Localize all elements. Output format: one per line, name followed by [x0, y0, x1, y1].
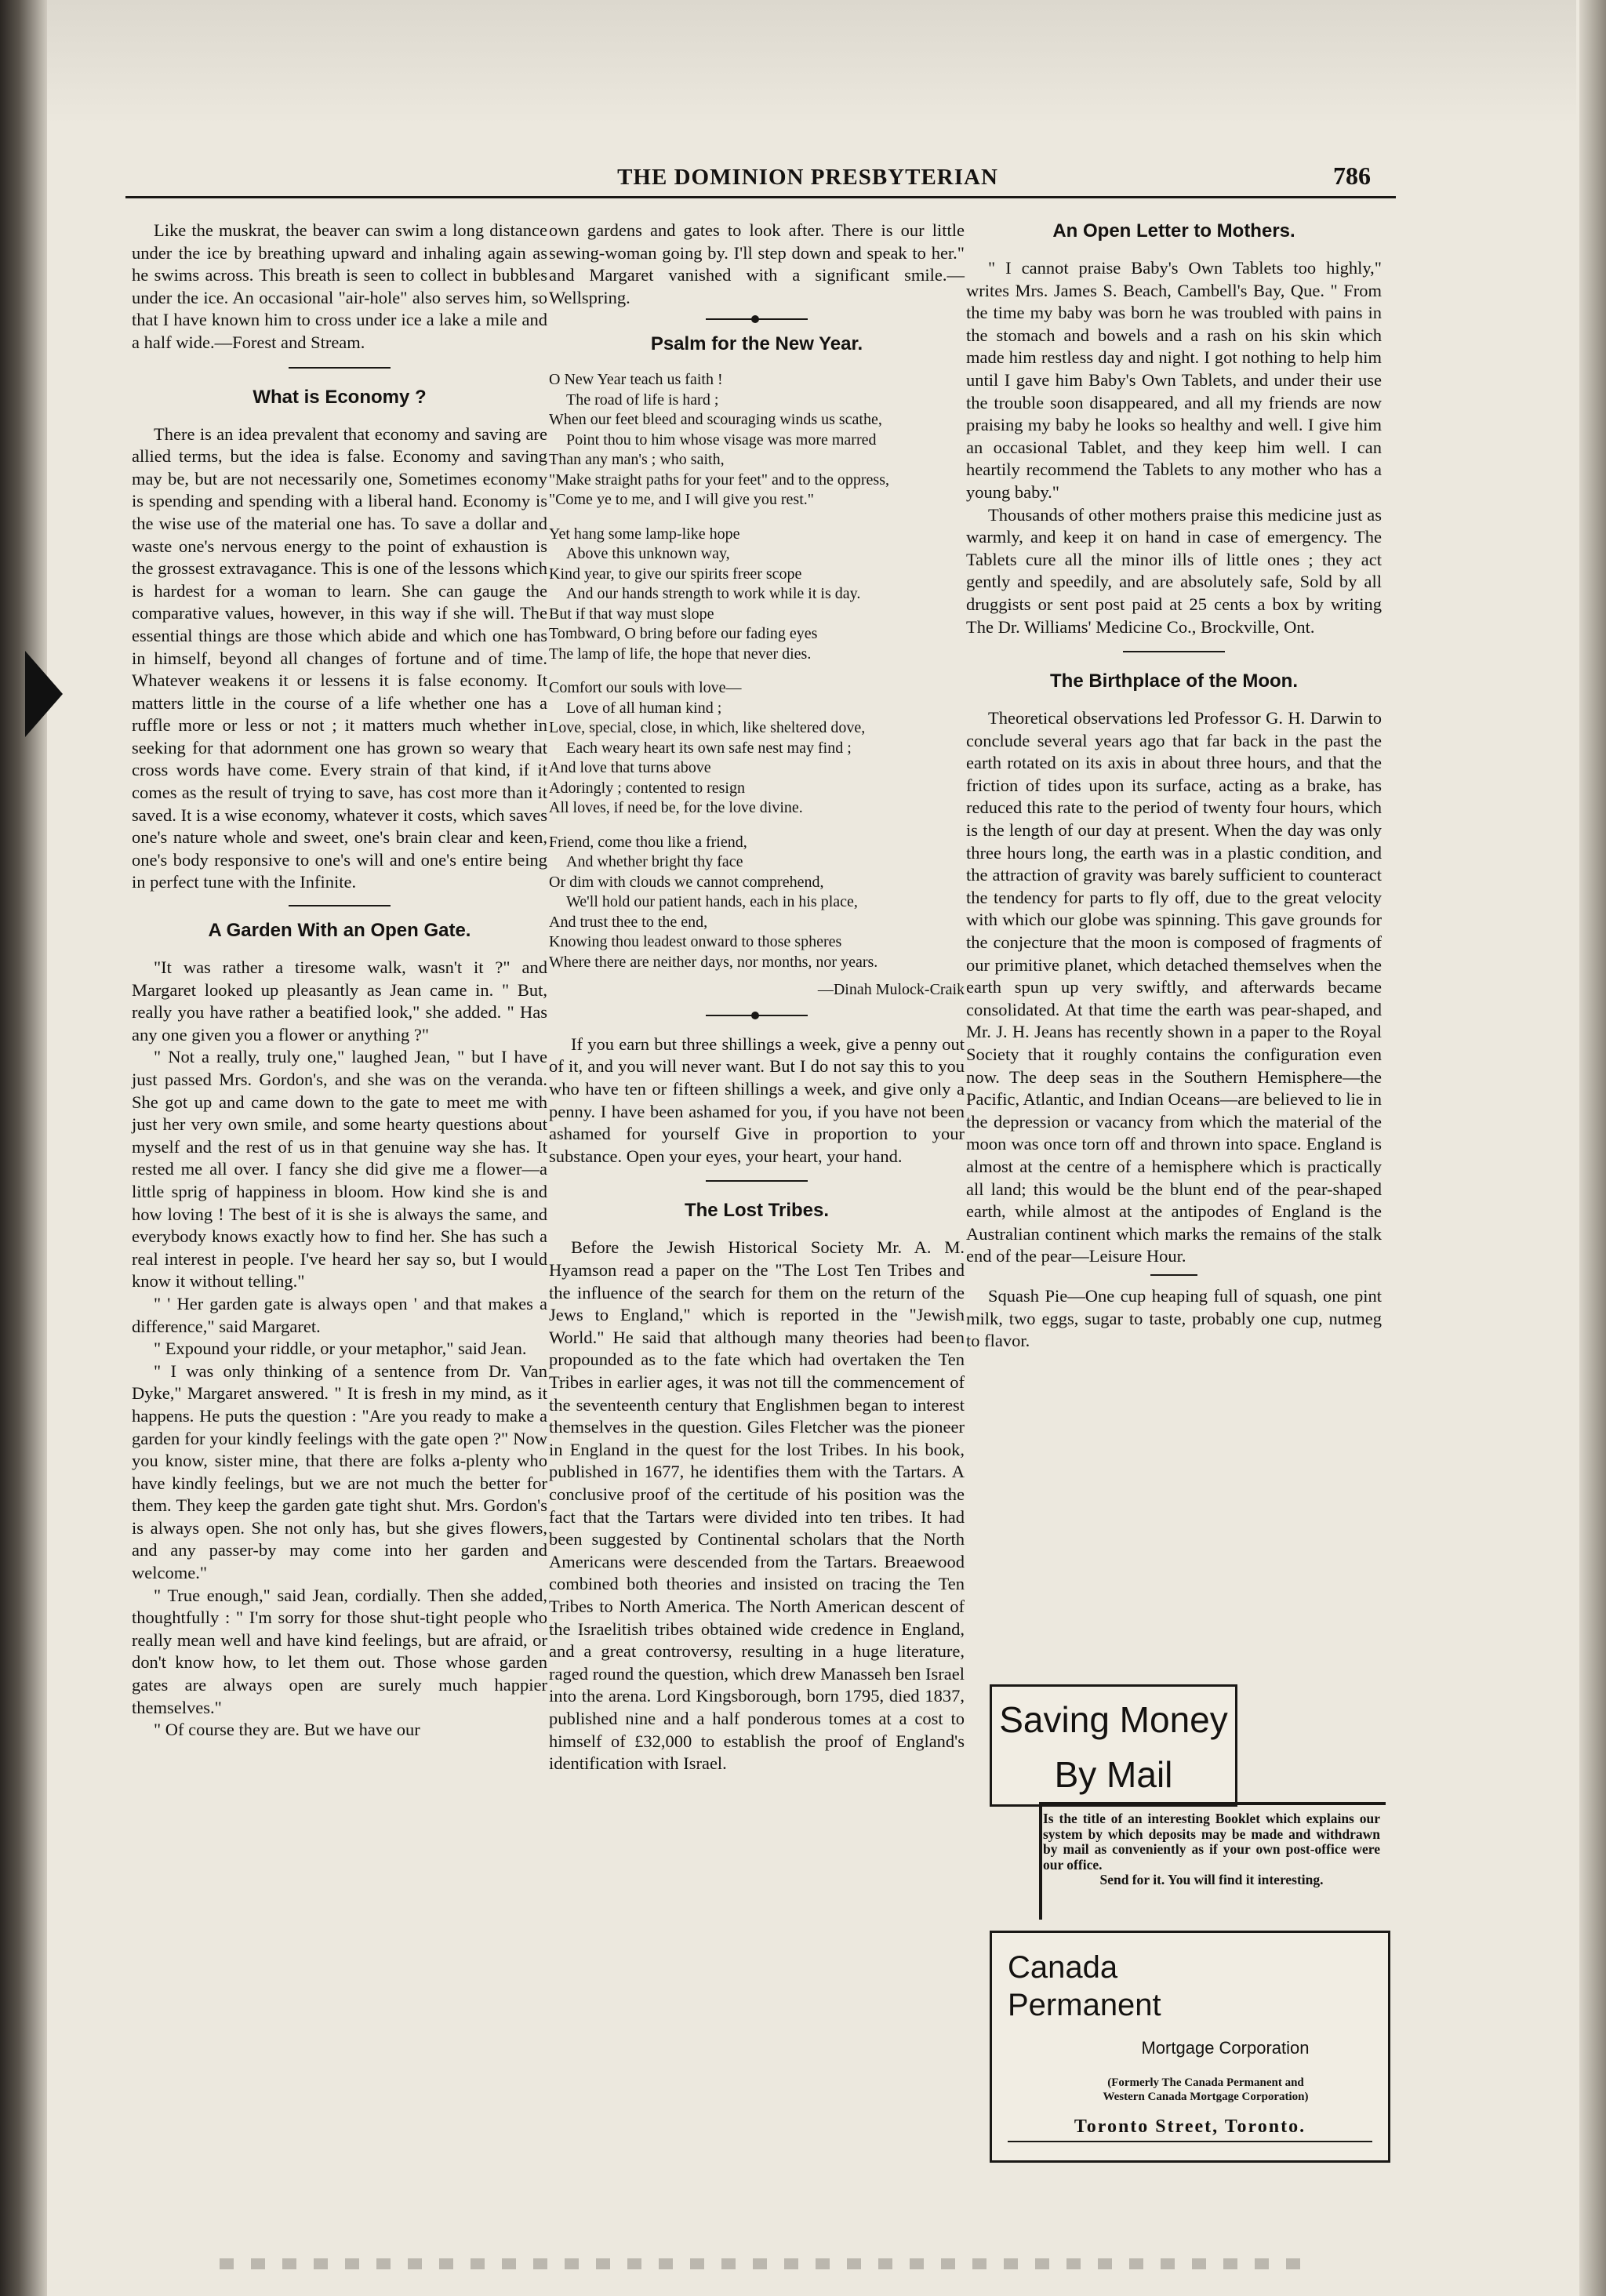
poem-line: Kind year, to give our spirits freer scope — [549, 565, 802, 583]
poem-stanza — [549, 370, 965, 510]
page-top-shadow — [47, 0, 1576, 125]
print-smudge — [220, 2258, 1317, 2269]
ad-send-line: Send for it. You will find it interesting. — [1099, 1872, 1324, 1887]
poem-line: Point thou to him whose visage was more marred — [566, 430, 877, 449]
poem-line: And whether bright thy face — [566, 853, 743, 871]
header-rule — [125, 196, 1396, 198]
ad-booklet-description: Is the title of an interesting Booklet which explains our system by which deposits may be made and withdrawn by mail as conveniently as if your own post-office were our office. — [1043, 1811, 1380, 1873]
article-economy-text: There is an idea prevalent that economy and saving are allied terms, but the idea is false. Economy and saving may be, but are not necessarily one, Sometimes economy is spending and spending with a liberal hand. Economy is the wise use of the material one has. To save a dollar and waste one's nervous energy to the point of exhaustion is the grossest extravagance. This is one of the lessons which is hardest for a woman to learn. She can gauge the comparative values, however, in this way if she will. The essential things are those which abide and which one has in himself, beyond all changes of fortune and of time. Whatever weakens it or lessens it is false economy. It matters little in the course of a life whether one has a ruffle more or less or not ; it matters much whether in seeking for that adornment one has grown so weary that cross words have come. Every strain of that kind, if it comes as the result of trying to save, has cost more than it saved. It is a wise economy, whatever it costs, which saves one's nature whole and sweet, one's brain clear and keen, one's body responsive to one's will and one's entire being in perfect tune with the Infinite. — [132, 423, 547, 892]
article-separator — [706, 1180, 808, 1182]
article-separator — [1123, 651, 1225, 652]
article-separator — [289, 905, 391, 906]
ad-border — [1039, 1802, 1386, 1805]
article-separator — [1150, 1274, 1197, 1276]
ad-headline-line: Saving Money — [999, 1699, 1228, 1740]
poem-line: But if that way must slope — [549, 605, 714, 623]
column-left — [132, 220, 547, 1742]
article-economy-title: What is Economy ? — [253, 386, 427, 408]
poem-line: Knowing thou leadest onward to those spheres — [549, 933, 842, 951]
ad-headline-box — [990, 1684, 1237, 1807]
poem-line: "Come ye to me, and I will give you rest." — [549, 491, 814, 509]
article-letter-paragraph: " I cannot praise Baby's Own Tablets too highly," writes Mrs. James S. Beach, Cambell's Bay, Que. " From the time my baby was born he was troubled with pains in the stomach and bowels and a rash on his skin which made him restless day and night. I got nothing to help him until I gave him Baby's Own Tablets, and under their use the trouble soon disappeared, and all my friends are now praising my baby he looks so healthy and well. I give him an occasional Tablet, and they keep him well. I can heartily recommend the Tablets to any mother who has a young baby." — [966, 258, 1382, 502]
poem-line: Yet hang some lamp-like hope — [549, 525, 740, 543]
poem-line: Tombward, O bring before our fading eyes — [549, 625, 818, 643]
article-garden-paragraph: "It was rather a tiresome walk, wasn't it ?" and Margaret looked up pleasantly as Jean came in. " But, really you have rather a beatified look," she added. " Has any one given you a flower or anything ?" — [132, 957, 547, 1044]
article-letter-title: An Open Letter to Mothers. — [1052, 220, 1295, 242]
poem-line: "Make straight paths for your feet" and to the oppress, — [549, 470, 889, 489]
poem-line: Love of all human kind ; — [566, 699, 722, 717]
ad-company-box — [990, 1931, 1390, 2163]
poem-line: All loves, if need be, for the love divine. — [549, 799, 803, 817]
article-moon-text: Theoretical observations led Professor G. H. Darwin to conclude several years ago that far back in the past the earth rotated on its axis in about three hours, and that the friction of tides upon its surface, acting as a brake, has reduced this rate to the period of twenty four hours, which is the length of our day at present. When the day was only three hours long, the earth was in a plastic condition, and the attraction of gravity was barely sufficient to counteract the tendency for parts to fly off, due to the great velocity with which our globe was spinning. This gave grounds for the conjecture that the moon is composed of fragments of our primitive planet, which detached themselves when the earth spun up very swiftly, and afterwards became consolidated. At that time the earth was pear-shaped, and Mr. J. H. Jeans has recently shown in a paper to the Royal Society that it roughly contains the configuration even now. The deep seas in the Southern Hemisphere—the Pacific, Atlantic, and Indian Oceans—are believed to lie in the depression or vacancy from which the material of the moon was once torn off and thrown into space. England is almost at the centre of a hemisphere which is practically all land; this would be the blunt end of the pear-shaped earth, while almost at the antipodes of England is the Australian continent which marks the remains of the stalk end of the pear—Leisure Hour. — [966, 708, 1382, 1266]
article-garden-paragraph: " I was only thinking of a sentence from Dr. Van Dyke," Margaret answered. " It is fresh in my mind, as it happens. He puts the question : "Are you ready to make a garden for your kindly feelings with the gate open ?" Now you know, sister mine, that there are folks a-plenty who have kindly feelings, but we are not much the better for them. They keep the garden gate tight shut. Mrs. Gordon's is always open. She not only has, but she gives flowers, and any passer-by may come into her garden and welcome." — [132, 1361, 547, 1583]
page-header-title: THE DOMINION PRESBYTERIAN — [617, 165, 998, 190]
poem-author: —Dinah Mulock-Craik — [817, 981, 965, 999]
article-garden-paragraph: " Expound your riddle, or your metaphor," said Jean. — [154, 1339, 527, 1359]
page-number: 786 — [1333, 162, 1371, 190]
poem-line: We'll hold our patient hands, each in his place, — [566, 893, 858, 911]
poem-body — [549, 370, 965, 1001]
article-moon-title: The Birthplace of the Moon. — [1050, 670, 1298, 692]
column-right — [966, 220, 1382, 1353]
poem-line: Than any man's ; who saith, — [549, 451, 725, 469]
article-garden-continued: own gardens and gates to look after. There is our little sewing-woman going by. I'll step down and speak to her." and Margaret vanished with a significant smile.—Wellspring. — [549, 220, 965, 307]
ad-brand-line: Permanent — [1008, 1988, 1161, 2022]
poem-title: Psalm for the New Year. — [650, 333, 863, 355]
ornament-separator — [706, 1015, 808, 1016]
poem-line: The road of life is hard ; — [566, 391, 719, 409]
poem-line: Where there are neither days, nor months, nor years. — [549, 953, 878, 971]
ad-brand-line: Canada — [1008, 1950, 1118, 1985]
poem-line: And trust thee to the end, — [549, 913, 708, 931]
poem-line: Comfort our souls with love— — [549, 679, 742, 697]
article-garden-paragraph: " True enough," said Jean, cordially. Then she added, thoughtfully : " I'm sorry for those shut-tight people who really mean well and have kind feelings, but are afraid, or don't know how, to let them out. Those whose garden gates are always open are surely much happier themselves." — [132, 1585, 547, 1717]
article-garden-paragraph: " ' Her garden gate is always open ' and that makes a difference," said Margaret. — [132, 1293, 547, 1336]
ad-border — [1039, 1802, 1042, 1920]
ad-headline-line: By Mail — [1054, 1754, 1173, 1795]
ad-address: Toronto Street, Toronto. — [1008, 2116, 1372, 2142]
poem-line: Adoringly ; contented to resign — [549, 779, 745, 797]
article-garden-paragraph: " Not a really, truly one," laughed Jean, " but I have just passed Mrs. Gordon's, and she was on the veranda. She got up and came down to the gate to meet me with just her very own smile, and some hearty questions about myself and the rest of us in that genuine way she has. It rested me all over. I fancy she did give me a flower—a little sprig of happiness in bloom. How kind she is and how loving ! The best of it is she is always the same, and everybody knows exactly how to find her. She has such a real interest in people. I've heard her say so, but I would know it without telling." — [132, 1047, 547, 1292]
page-right-edge — [1579, 0, 1606, 2296]
page-binding-edge — [0, 0, 47, 2296]
poem-stanza — [549, 678, 965, 819]
article-letter-paragraph: Thousands of other mothers praise this medicine just as warmly, and keep it on hand in case of emergency. The Tablets cure all the minor ills of little ones ; they act gently and speedily, and are absolutely safe, Sold by all druggists or sent post paid at 25 cents a box by writing The Dr. Williams' Medicine Co., Brockville, Ont. — [966, 504, 1382, 637]
poem-line: The lamp of life, the hope that never dies. — [549, 645, 812, 663]
ad-former-name: Western Canada Mortgage Corporation) — [1103, 2091, 1309, 2103]
article-tribes-text: Before the Jewish Historical Society Mr. A. M. Hyamson read a paper on the "The Lost Ten Tribes and the influence of the search for them on the return of the Jews to England," which is reported in the "Jewish World." He said that although many theories had been propounded as to the fate which had overtaken the Ten Tribes in earlier ages, it was not till the commencement of the seventeenth century that Englishmen began to interest themselves in the question. Giles Fletcher was the pioneer in England in the quest for the lost Tribes. In his book, published in 1677, he identifies them with the Tartars. A conclusive proof of the certitude of his position was the fact that the Tartars were divided into ten tribes. It had been suggested by Continental scholars that the North Americans were descended from the Tartars. Breaewood combined both theories and insisted on tracing the Ten Tribes to North America. The North American descent of the Israelitish tribes obtained wide credence in England, and a great controversy, resulting in a huge literature, raged round the question, which drew Manasseh ben Israel into the arena. Lord Kingsborough, born 1795, died 1837, published nine and a half ponderous tomes at a cost to himself of £32,000 to establish the proof of England's identification with Israel. — [549, 1237, 965, 1774]
poem-line: Love, special, close, in which, like sheltered dove, — [549, 719, 866, 737]
recipe-squash-pie: Squash Pie—One cup heaping full of squash, one pint milk, two eggs, sugar to taste, probably one cup, nutmeg to flavor. — [966, 1285, 1382, 1351]
poem-line: Or dim with clouds we cannot comprehend, — [549, 873, 824, 891]
poem-line: And our hands strength to work while it is day. — [566, 585, 861, 603]
binding-notch — [25, 651, 63, 737]
poem-line: And love that turns above — [549, 759, 711, 777]
article-separator — [289, 367, 391, 369]
poem-stanza — [549, 525, 965, 665]
ad-former-name: (Formerly The Canada Permanent and — [1107, 2076, 1304, 2089]
column-middle — [549, 220, 965, 1775]
poem-stanza — [549, 833, 965, 1001]
article-garden-title: A Garden With an Open Gate. — [208, 920, 471, 942]
article-tribes-title: The Lost Tribes. — [684, 1200, 830, 1222]
poem-line: O New Year teach us faith ! — [549, 371, 723, 389]
ad-booklet-text — [1043, 1811, 1380, 1929]
ornament-separator — [706, 318, 808, 320]
ad-corporation-name: Mortgage Corporation — [1141, 2038, 1310, 2058]
poem-line: Each weary heart its own safe nest may find ; — [566, 739, 852, 757]
poem-line: Friend, come thou like a friend, — [549, 833, 747, 851]
poem-line: When our feet bleed and scouraging winds us scathe, — [549, 411, 882, 429]
article-shillings-text: If you earn but three shillings a week, give a penny out of it, and you will never want. But I do not say this to you who have ten or fifteen shillings a week, and give only a penny. I have been ashamed for you, if you have not been ashamed for yourself Give in proportion to your substance. Open your eyes, your heart, your hand. — [549, 1034, 965, 1166]
poem-line: Above this unknown way, — [566, 545, 730, 563]
article-beaver-text: Like the muskrat, the beaver can swim a long distance under the ice by breathing upward and inhaling again as he swims across. This breath is seen to collect in bubbles under the ice. An occasional "air-hole" also serves him, so that I have known him to cross under ice a lake a mile and a half wide.—Forest and Stream. — [132, 220, 547, 352]
article-garden-paragraph: " Of course they are. But we have our — [154, 1720, 420, 1740]
